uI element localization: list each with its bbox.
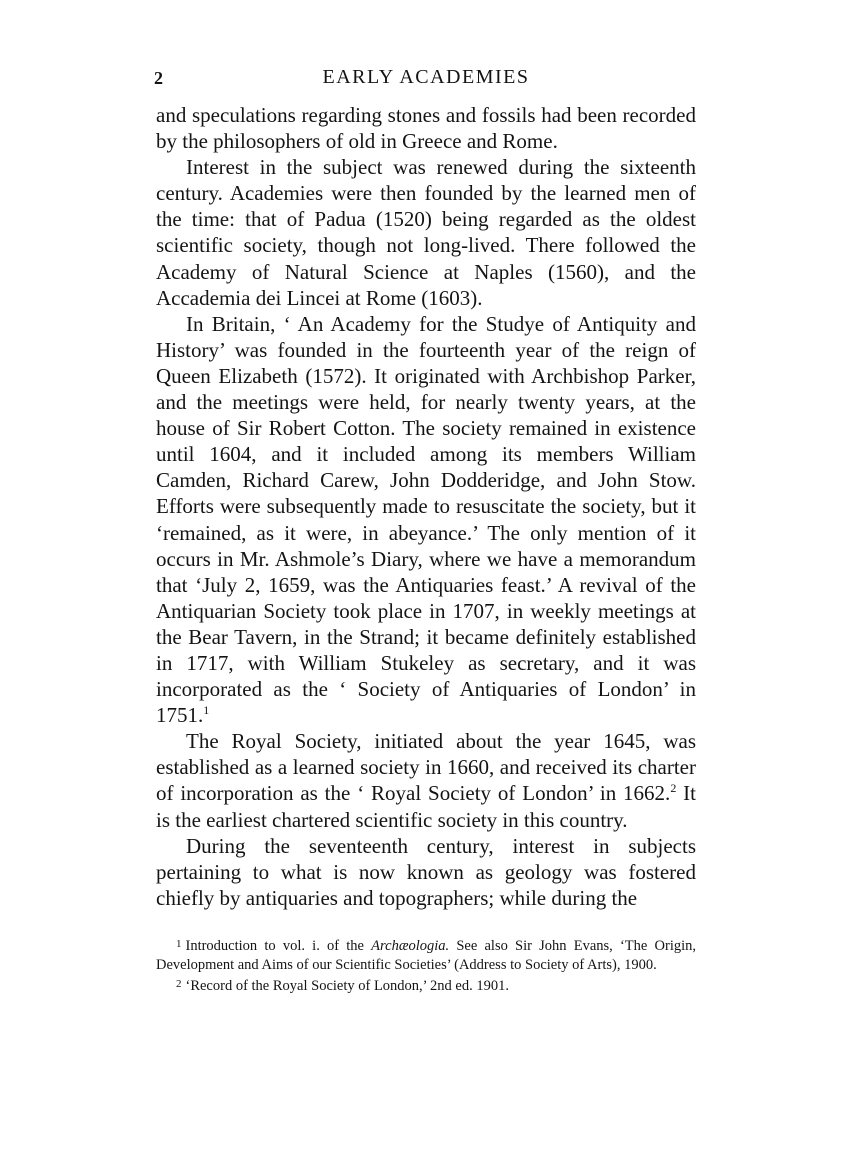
footnote-mark: 1 [176, 937, 182, 950]
paragraph-continuation [156, 102, 696, 154]
book-page [156, 62, 696, 996]
footnote-text: ‘Record of the Royal Society of London,’ 2nd ed. 1901. [185, 977, 509, 994]
page-number: 2 [154, 68, 163, 88]
paragraph-text: Interest in the subject was renewed during the sixteenth century. Academies were then founded by the learned men of the time: that of Padua (1520) being regarded as the oldest scientific society, though not long-lived. There followed the Academy of Natural Science at Naples (1560), and the Accademia dei Lincei at Rome (1603). [156, 155, 696, 310]
footnote-text: Introduction to vol. i. of the [185, 937, 372, 954]
running-head: EARLY ACADEMIES [322, 66, 530, 88]
paragraph-sixteenth-century [156, 154, 696, 311]
paragraph-text: It is the earliest chartered scientific society in this country. [156, 781, 696, 832]
footnote-mark: 2 [176, 977, 182, 990]
paragraph-text: In Britain, ‘ An Academy for the Studye of Antiquity and History’ was founded in the fourteenth year of the reign of Queen Elizabeth (1572). It originated with Archbishop Parker, and the meetings were held, for nearly twenty years, at the house of Sir Robert Cotton. The society remained in existence until 1604, and it included among its members William Camden, Richard Carew, John Dodderidge, and John Stow. Efforts were subsequently made to resuscitate the society, but it ‘remained, as it were, in abeyance.’ The only mention of it occurs in Mr. Ashmole’s Diary, where we have a memorandum that ‘July 2, 1659, was the Antiquaries feast.’ A revival of the Antiquarian Society took place in 1707, in weekly meetings at the Bear Tavern, in the Strand; it became definitely established in 1717, with William Stukeley as secretary, and it was incorporated as the ‘ Society of Antiquaries of London’ in 1751. [156, 311, 696, 728]
footnote-1 [156, 935, 696, 975]
paragraph-text: During the seventeenth century, interest in subjects pertaining to what is now known as geology was fostered chiefly by antiquaries and topographers; while during the [156, 833, 696, 910]
footnotes [156, 935, 696, 996]
footnote-italic-title: Archæologia. [371, 937, 450, 954]
footnote-ref-2: 2 [670, 781, 677, 796]
footnote-ref-1: 1 [203, 703, 210, 718]
paragraph-text: The Royal Society, initiated about the year 1645, was established as a learned society in 1660, and received its charter of incorporation as the ‘ Royal Society of London’ in 1662. [156, 729, 696, 806]
paragraph-royal-society [156, 728, 696, 832]
body-text [156, 102, 696, 911]
paragraph-text: and speculations regarding stones and fossils had been recorded by the philosophers of old in Greece and Rome. [156, 103, 696, 154]
footnote-text: See also Sir John Evans, ‘The Origin, Development and Aims of our Scientific Societies’ (Address to Society of Arts), 1900. [156, 937, 696, 973]
footnote-2 [156, 975, 696, 996]
paragraph-seventeenth-century [156, 833, 696, 911]
page-header [156, 62, 696, 102]
paragraph-britain-academy [156, 311, 696, 729]
